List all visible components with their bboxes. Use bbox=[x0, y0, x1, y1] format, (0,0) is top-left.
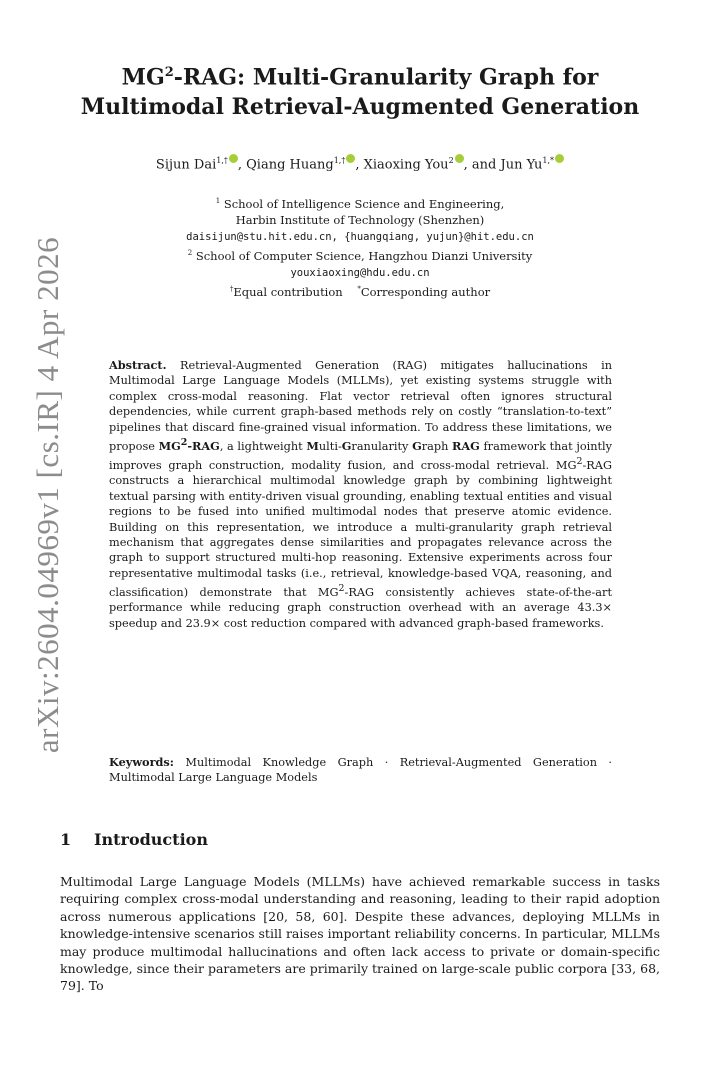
title-mg: MG bbox=[121, 64, 165, 91]
section-heading bbox=[60, 830, 208, 849]
abstract-text: ranularity bbox=[351, 439, 409, 453]
author-name: Qiang Huang bbox=[246, 157, 334, 173]
orcid-icon[interactable] bbox=[455, 154, 464, 163]
affiliation-marker: 1 bbox=[215, 197, 221, 205]
abstract-text: ulti- bbox=[318, 439, 342, 453]
affiliations bbox=[60, 193, 660, 300]
author-sup: 2 bbox=[448, 156, 454, 165]
section-number: 1 bbox=[60, 830, 72, 849]
abstract-text: , a lightweight bbox=[219, 439, 303, 453]
corresponding-marker: * bbox=[357, 285, 361, 294]
author-sep: , bbox=[237, 157, 247, 173]
method-name: $MG^2$-RAG bbox=[158, 437, 220, 453]
affiliation-text: School of Computer Science, Hangzhou Dianzi University bbox=[195, 249, 533, 264]
equal-contribution-note: Equal contribution bbox=[233, 284, 343, 299]
abstract-label: Abstract. bbox=[109, 358, 167, 372]
author-name: Sijun Dai bbox=[155, 157, 217, 173]
affiliation-2-email[interactable]: youxiaoxing@hdu.edu.cn bbox=[290, 266, 430, 279]
author-sup: 1,† bbox=[216, 156, 228, 165]
abstract bbox=[109, 358, 612, 631]
abstract-sup: 2 bbox=[576, 456, 583, 468]
title-line-1 bbox=[60, 58, 660, 92]
orcid-icon[interactable] bbox=[555, 154, 564, 163]
arxiv-id-text: arXiv:2604.04969v1 [cs.IR] 4 Apr 2026 bbox=[30, 236, 65, 754]
title-superscript: 2 bbox=[164, 65, 174, 80]
orcid-icon[interactable] bbox=[346, 154, 355, 163]
author-sep: , and bbox=[463, 157, 501, 173]
abstract-text: framework that jointly improves graph construction, modality fusion, and cross-modal retrieval. bbox=[109, 439, 613, 472]
author-name: Xiaoxing You bbox=[363, 157, 449, 173]
acronym-letter: RAG bbox=[452, 438, 480, 453]
author-list bbox=[60, 154, 660, 172]
keywords-text: Multimodal Knowledge Graph · Retrieval-Augmented Generation · Multimodal Large Language Models bbox=[109, 756, 612, 785]
abstract-text: Retrieval-Augmented Generation (RAG) mitigates hallucinations in Multimodal Large Language Models (MLLMs), yet existing systems struggle with complex cross-modal reasoning. Flat vector retrieval often ignores structural dependencies, while current graph-based methods rely on costly “translation-to-text” pipelines that discard fine-grained visual information. To address these limitations, we propose bbox=[109, 359, 612, 453]
section-title: Introduction bbox=[94, 830, 208, 849]
abstract-text: -RAG consistently achieves state-of-the-art performance while reducing graph construction overhead with an average 43.3× speedup and 23.9× cost reduction compared with advanced graph-based frameworks. bbox=[109, 585, 612, 630]
title-rest: -RAG: Multi-Granularity Graph for bbox=[173, 64, 599, 91]
abstract-text: -RAG constructs a hierarchical multimodal knowledge graph by combining lightweight textual parsing with entity-driven visual grounding, enabling textual entities and visual regions to be fused into unified multimodal nodes that preserve atomic evidence. Building on this representation, we introduce a multi-granularity graph retrieval mechanism that aggregates dense similarities and propagates relevance across the graph to support structured multi-hop reasoning. Extensive experiments across four representative multimodal tasks (i.e., retrieval, knowledge-based VQA, reasoning, and classification) demonstrate that MG bbox=[109, 458, 612, 599]
abstract-text: MG bbox=[555, 458, 577, 472]
affiliation-1-emails[interactable]: daisijun@stu.hit.edu.cn, {huangqiang, yujun}@hit.edu.cn bbox=[186, 230, 534, 243]
author-sup: 1,* bbox=[542, 156, 555, 165]
keywords bbox=[109, 755, 612, 786]
author-sep: , bbox=[355, 157, 364, 173]
equal-marker: † bbox=[229, 285, 234, 294]
affiliation-marker: 2 bbox=[187, 249, 193, 258]
affiliation-1-line-1 bbox=[60, 193, 660, 212]
arxiv-side-stamp bbox=[28, 236, 68, 754]
author-name: Jun Yu bbox=[500, 157, 543, 173]
abstract-text: raph bbox=[421, 439, 449, 453]
author-sup: 1,† bbox=[333, 156, 346, 165]
acronym-letter: G bbox=[341, 438, 352, 453]
title-line-2: Multimodal Retrieval-Augmented Generation bbox=[80, 94, 640, 121]
introduction-paragraph: Multimodal Large Language Models (MLLMs) have achieved remarkable success in tasks requiring complex cross-modal understanding and reasoning, leading to their rapid adoption across numerous applications [20, 58, 60]. Despite these advances, deploying MLLMs in knowledge-intensive scenarios still raises important reliability concerns. In particular, MLLMs may produce multimodal hallucinations and often lack access to private or domain-specific knowledge, since their parameters are primarily trained on large-scale public corpora [33, 68, 79]. To bbox=[60, 874, 660, 994]
acronym-letter: G bbox=[412, 438, 422, 453]
paper-title bbox=[60, 58, 660, 122]
contribution-notes bbox=[60, 281, 660, 300]
affiliation-text: School of Intelligence Science and Engineering, bbox=[223, 196, 505, 211]
affiliation-2 bbox=[60, 245, 660, 264]
corresponding-author-note: Corresponding author bbox=[360, 284, 491, 299]
affiliation-1-line-2: Harbin Institute of Technology (Shenzhen) bbox=[235, 213, 485, 228]
keywords-label: Keywords: bbox=[109, 755, 174, 769]
orcid-icon[interactable] bbox=[229, 154, 238, 163]
acronym-letter: M bbox=[306, 438, 319, 453]
abstract-sup: 2 bbox=[338, 583, 345, 595]
